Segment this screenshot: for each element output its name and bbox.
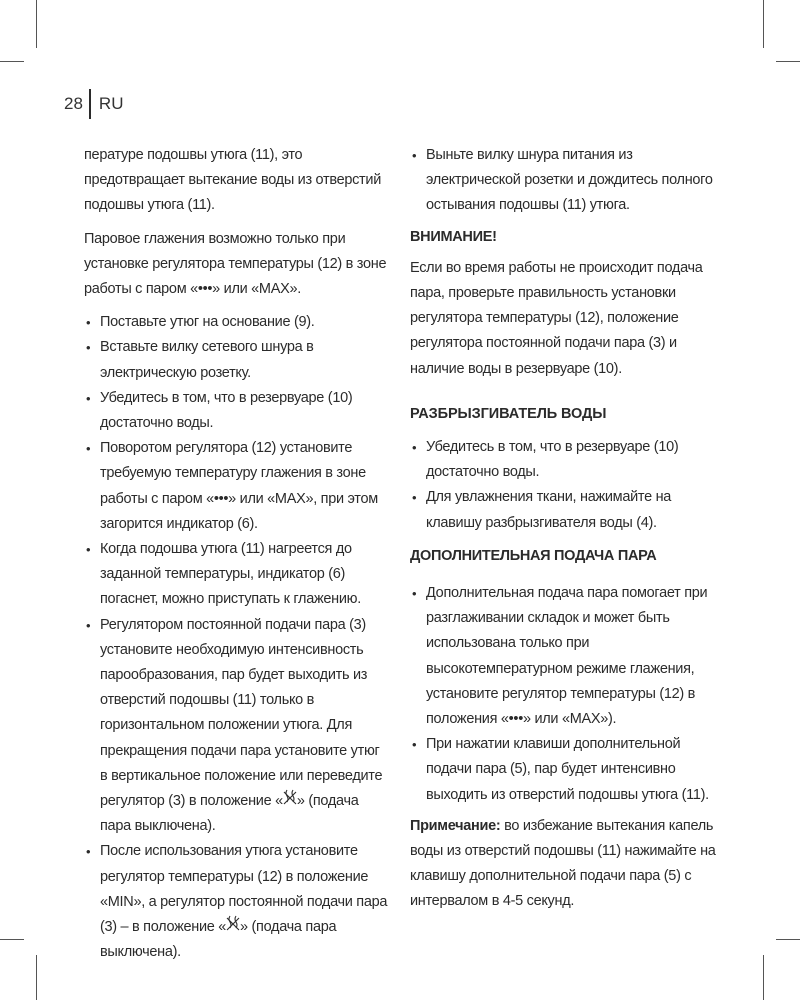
list-item-text: После использования утюга установите регулятор температуры (12) в положение «MIN», а регулятор постоянной подачи пара (3) – в положение « bbox=[100, 843, 388, 936]
crop-mark bbox=[763, 0, 764, 48]
list-item: • Поставьте утюг на основание (9). bbox=[84, 310, 390, 335]
sprayer-heading: РАЗБРЫЗГИВАТЕЛЬ ВОДЫ bbox=[410, 405, 607, 422]
list-item: • Поворотом регулятора (12) установите требуемую температуру глажения в зоне работы с паром «•••» или «MAX», при этом загорится индикатор (6). bbox=[84, 436, 390, 537]
list-item: • При нажатии клавиши дополнительной подачи пара (5), пар будет интенсивно выходить из отверстий подошвы утюга (11). bbox=[410, 732, 716, 808]
page-header bbox=[64, 88, 123, 120]
list-item: • Дополнительная подача пара помогает при разглаживании складок и может быть использована только при высокотемпературном режиме глажения, установите регулятор температуры (12) в положения «•••» или «MAX»). bbox=[410, 581, 716, 732]
note-paragraph bbox=[410, 814, 716, 915]
sprayer-steps bbox=[410, 435, 716, 536]
note-text: во избежание вытекания капель воды из отверстий подошвы (11) нажимайте на клавишу дополнительной подачи пара (5) с интервалом в 4-5 секунд. bbox=[410, 817, 716, 910]
list-item-text: Регулятором постоянной подачи пара (3) установите необходимую интенсивность парообразования, пар будет выходить из отверстий подошвы (11) только в горизонтальном положении утюга. Для прекращения подачи пара установите утюг в вертикальное положение или переведите регулятор (3) в положение « bbox=[100, 616, 383, 810]
attention-heading: ВНИМАНИЕ! bbox=[410, 228, 497, 245]
unplug-step bbox=[410, 143, 716, 219]
steam-off-icon bbox=[226, 915, 240, 933]
steam-ironing-steps bbox=[84, 310, 390, 965]
list-item-text: » (подача пара выключена). bbox=[100, 919, 337, 961]
list-item: • Когда подошва утюга (11) нагреется до заданной температуры, индикатор (6) погаснет, можно приступать к глажению. bbox=[84, 537, 390, 613]
crop-mark bbox=[0, 61, 24, 62]
paragraph-steam-ironing: Паровое глажения возможно только при установке регулятора температуры (12) в зоне работы с паром «•••» или «MAX». bbox=[84, 230, 387, 298]
note-label: Примечание: bbox=[410, 817, 501, 834]
list-item-text: » (подача пара выключена). bbox=[100, 793, 359, 835]
list-item: • Вставьте вилку сетевого шнура в электрическую розетку. bbox=[84, 335, 390, 385]
crop-mark bbox=[776, 939, 800, 940]
list-item bbox=[84, 839, 390, 965]
crop-mark bbox=[0, 939, 24, 940]
extra-steam-steps bbox=[410, 581, 716, 808]
list-item: • Для увлажнения ткани, нажимайте на клавишу разбрызгивателя воды (4). bbox=[410, 485, 716, 535]
right-column bbox=[410, 143, 716, 923]
crop-mark bbox=[776, 61, 800, 62]
crop-mark bbox=[36, 955, 37, 1000]
paragraph-continued: пературе подошвы утюга (11), это предотвращает вытекание воды из отверстий подошвы утюга (11). bbox=[84, 147, 382, 214]
list-item: • Убедитесь в том, что в резервуаре (10) достаточно воды. bbox=[410, 435, 716, 485]
page-number: 28 bbox=[64, 94, 83, 113]
list-item: • Выньте вилку шнура питания из электрической розетки и дождитесь полного остывания подошвы (11) утюга. bbox=[410, 143, 716, 219]
header-divider bbox=[89, 89, 91, 119]
list-item bbox=[84, 613, 390, 840]
left-column bbox=[84, 143, 390, 972]
list-item: • Убедитесь в том, что в резервуаре (10) достаточно воды. bbox=[84, 386, 390, 436]
attention-text: Если во время работы не происходит подача пара, проверьте правильность установки регулятора температуры (12), положение регулятора постоянной подачи пара (3) и наличие воды в резервуаре (10). bbox=[410, 259, 703, 377]
steam-off-icon bbox=[283, 789, 297, 807]
crop-mark bbox=[36, 0, 37, 48]
language-code: RU bbox=[98, 94, 124, 113]
extra-steam-heading: ДОПОЛНИТЕЛЬНАЯ ПОДАЧА ПАРА bbox=[410, 547, 657, 564]
crop-mark bbox=[763, 955, 764, 1000]
